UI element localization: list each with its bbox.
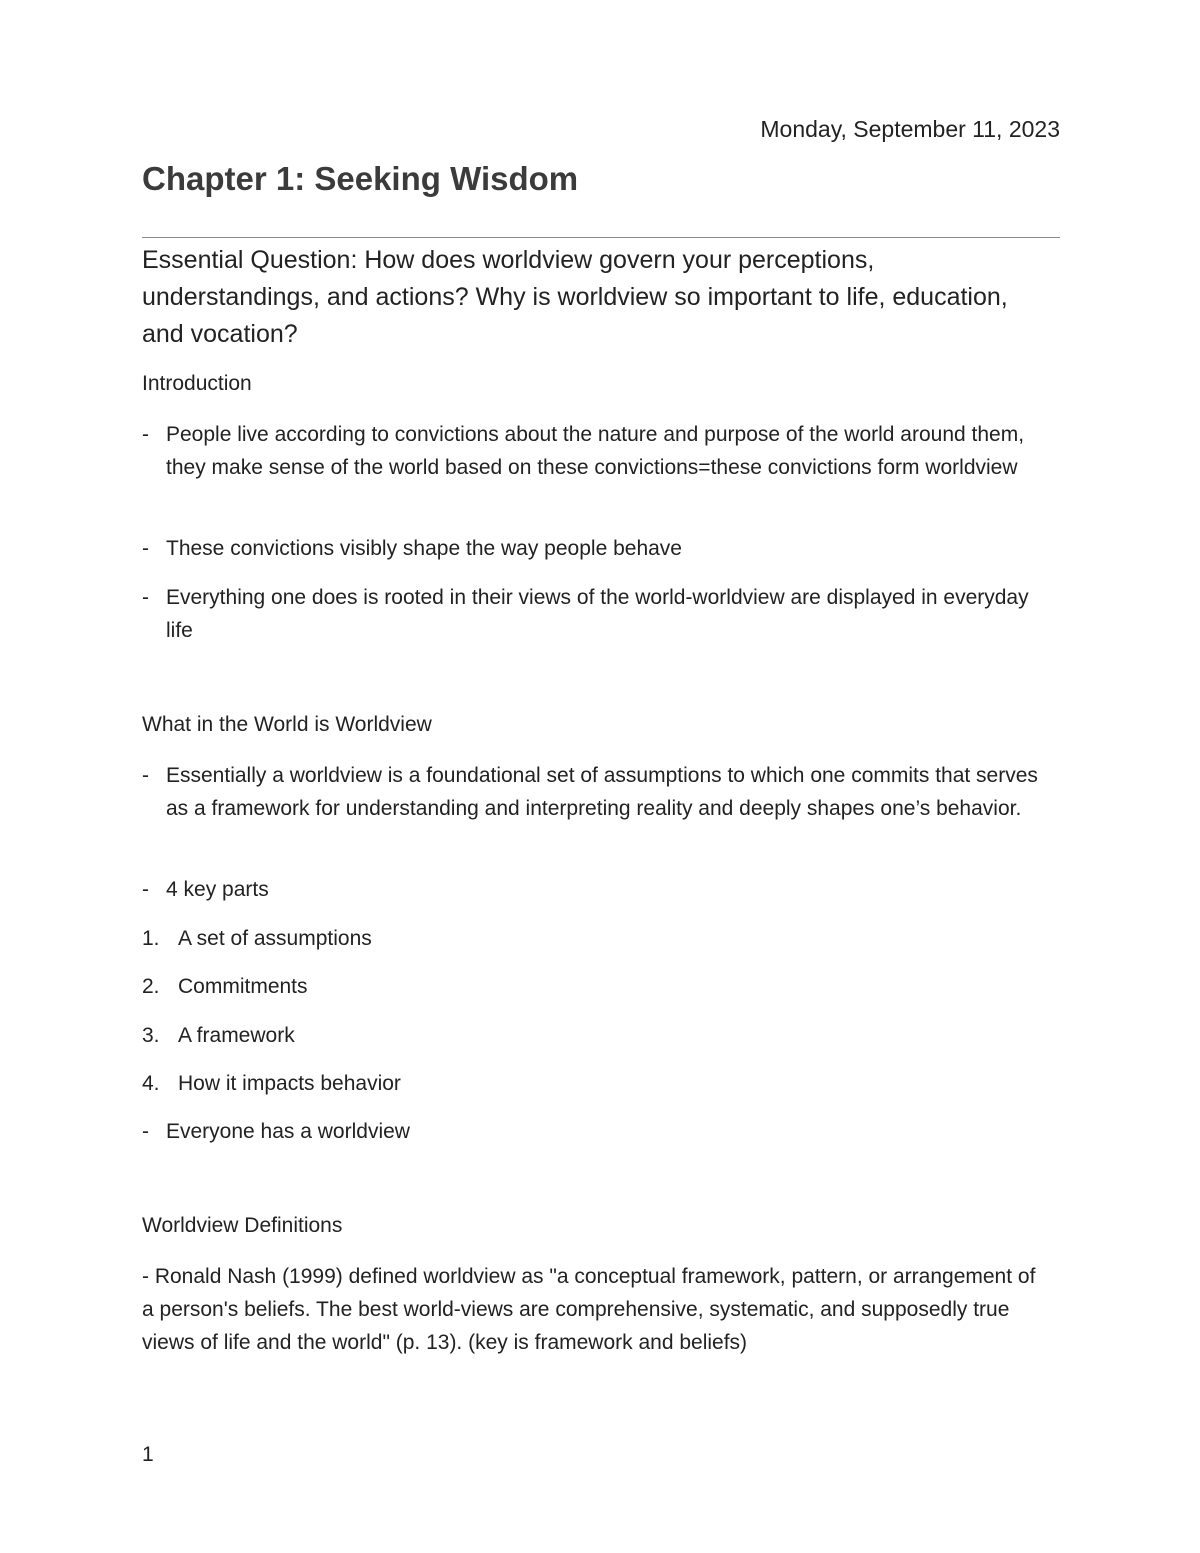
list-item xyxy=(142,873,1052,906)
numbered-item xyxy=(142,970,1052,1003)
list-number: 1. xyxy=(142,927,160,950)
numbered-item xyxy=(142,1067,1052,1100)
chapter-title: Chapter 1: Seeking Wisdom xyxy=(142,160,579,197)
bullet-dash: - xyxy=(142,764,149,787)
list-number: 2. xyxy=(142,975,160,998)
list-number: 4. xyxy=(142,1072,160,1095)
list-item-text: People live according to convictions about the nature and purpose of the world around them, they make sense of the world based on these convictions=these convictions form worldview xyxy=(166,423,1025,479)
list-item-text: 4 key parts xyxy=(166,878,269,901)
bullet-dash: - xyxy=(142,878,149,901)
list-item xyxy=(142,1115,1052,1148)
numbered-item-text: A framework xyxy=(178,1024,295,1047)
list-item-text: Essentially a worldview is a foundational set of assumptions to which one commits that serves as a framework for understanding and interpreting reality and deeply shapes one’s behavior. xyxy=(166,764,1038,820)
numbered-item-text: A set of assumptions xyxy=(178,927,372,950)
list-item xyxy=(142,581,1052,647)
essential-question: Essential Question: How does worldview govern your perceptions, understandings, and actions? Why is worldview so important to life, education, and vocation? xyxy=(142,246,1008,348)
definition-paragraph: - Ronald Nash (1999) defined worldview as "a conceptual framework, pattern, or arrangement of a person's beliefs. The best world-views are comprehensive, systematic, and supposedly true views of life and the world" (p. 13). (key is framework and beliefs) xyxy=(142,1265,1036,1354)
section-heading-definitions: Worldview Definitions xyxy=(142,1214,343,1237)
list-item xyxy=(142,759,1052,825)
list-item-text: These convictions visibly shape the way people behave xyxy=(166,537,682,560)
bullet-dash: - xyxy=(142,423,149,446)
numbered-item xyxy=(142,922,1052,955)
page-number: 1 xyxy=(142,1443,154,1466)
list-item xyxy=(142,418,1052,484)
list-item-text: Everything one does is rooted in their views of the world-worldview are displayed in everyday life xyxy=(166,586,1029,642)
list-number: 3. xyxy=(142,1024,160,1047)
numbered-item-text: Commitments xyxy=(178,975,308,998)
bullet-dash: - xyxy=(142,537,149,560)
document-date: Monday, September 11, 2023 xyxy=(760,116,1060,142)
numbered-item xyxy=(142,1019,1052,1052)
list-item-text: Everyone has a worldview xyxy=(166,1120,410,1143)
bullet-dash: - xyxy=(142,586,149,609)
numbered-item-text: How it impacts behavior xyxy=(178,1072,401,1095)
title-divider xyxy=(142,237,1060,238)
bullet-dash: - xyxy=(142,1120,149,1143)
section-heading-what-is-worldview: What in the World is Worldview xyxy=(142,713,432,736)
list-item xyxy=(142,532,1052,565)
section-heading-introduction: Introduction xyxy=(142,372,252,395)
